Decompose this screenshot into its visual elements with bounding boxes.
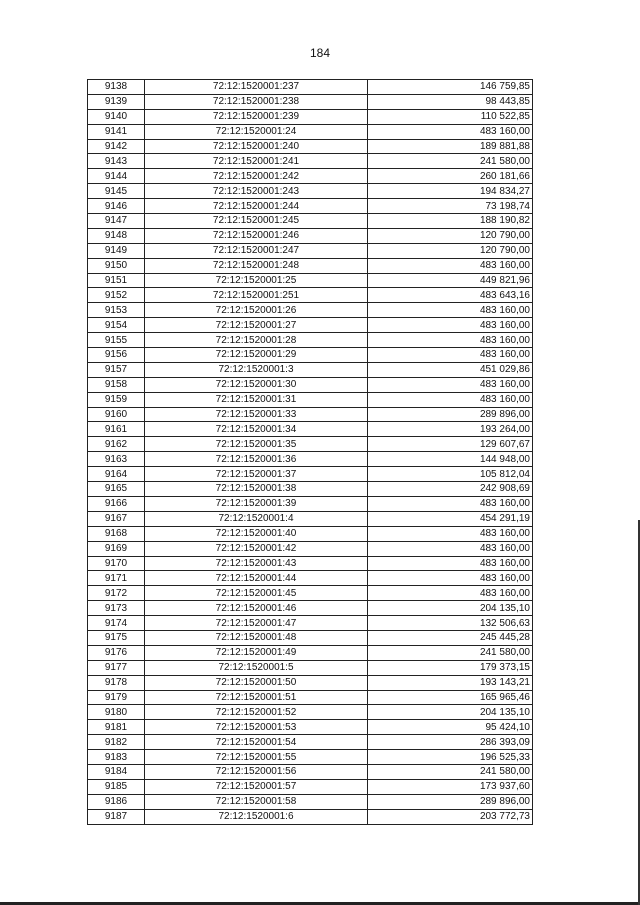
cadastral-number-cell: 72:12:1520001:248 bbox=[145, 258, 368, 273]
cadastral-number-cell: 72:12:1520001:38 bbox=[145, 482, 368, 497]
row-number-cell: 9165 bbox=[88, 482, 145, 497]
cadastral-number-cell: 72:12:1520001:28 bbox=[145, 333, 368, 348]
cadastral-number-cell: 72:12:1520001:238 bbox=[145, 94, 368, 109]
table-row bbox=[88, 124, 533, 139]
value-cell: 105 812,04 bbox=[368, 467, 533, 482]
row-number-cell: 9175 bbox=[88, 630, 145, 645]
row-number-cell: 9148 bbox=[88, 228, 145, 243]
cadastral-number-cell: 72:12:1520001:24 bbox=[145, 124, 368, 139]
table-row bbox=[88, 601, 533, 616]
row-number-cell: 9185 bbox=[88, 779, 145, 794]
table-row bbox=[88, 496, 533, 511]
row-number-cell: 9167 bbox=[88, 511, 145, 526]
row-number-cell: 9144 bbox=[88, 169, 145, 184]
row-number-cell: 9145 bbox=[88, 184, 145, 199]
table-row bbox=[88, 511, 533, 526]
value-cell: 95 424,10 bbox=[368, 720, 533, 735]
row-number-cell: 9143 bbox=[88, 154, 145, 169]
cadastral-number-cell: 72:12:1520001:44 bbox=[145, 571, 368, 586]
cadastral-number-cell: 72:12:1520001:30 bbox=[145, 377, 368, 392]
row-number-cell: 9187 bbox=[88, 809, 145, 824]
cadastral-number-cell: 72:12:1520001:39 bbox=[145, 496, 368, 511]
row-number-cell: 9151 bbox=[88, 273, 145, 288]
value-cell: 120 790,00 bbox=[368, 243, 533, 258]
value-cell: 483 160,00 bbox=[368, 556, 533, 571]
table-row bbox=[88, 571, 533, 586]
row-number-cell: 9155 bbox=[88, 333, 145, 348]
table-row bbox=[88, 630, 533, 645]
row-number-cell: 9140 bbox=[88, 109, 145, 124]
value-cell: 242 908,69 bbox=[368, 482, 533, 497]
row-number-cell: 9174 bbox=[88, 616, 145, 631]
value-cell: 173 937,60 bbox=[368, 779, 533, 794]
row-number-cell: 9154 bbox=[88, 318, 145, 333]
row-number-cell: 9158 bbox=[88, 377, 145, 392]
value-cell: 132 506,63 bbox=[368, 616, 533, 631]
row-number-cell: 9186 bbox=[88, 794, 145, 809]
table-row bbox=[88, 526, 533, 541]
table-row bbox=[88, 690, 533, 705]
table-row bbox=[88, 377, 533, 392]
table-row bbox=[88, 214, 533, 229]
value-cell: 289 896,00 bbox=[368, 407, 533, 422]
cadastral-number-cell: 72:12:1520001:244 bbox=[145, 199, 368, 214]
table-row bbox=[88, 80, 533, 95]
row-number-cell: 9181 bbox=[88, 720, 145, 735]
table-row bbox=[88, 705, 533, 720]
cadastral-number-cell: 72:12:1520001:26 bbox=[145, 303, 368, 318]
value-cell: 483 160,00 bbox=[368, 392, 533, 407]
value-cell: 204 135,10 bbox=[368, 601, 533, 616]
row-number-cell: 9177 bbox=[88, 660, 145, 675]
table-row bbox=[88, 616, 533, 631]
value-cell: 194 834,27 bbox=[368, 184, 533, 199]
value-cell: 146 759,85 bbox=[368, 80, 533, 95]
row-number-cell: 9170 bbox=[88, 556, 145, 571]
table-row bbox=[88, 422, 533, 437]
row-number-cell: 9146 bbox=[88, 199, 145, 214]
cadastral-number-cell: 72:12:1520001:27 bbox=[145, 318, 368, 333]
row-number-cell: 9147 bbox=[88, 214, 145, 229]
cadastral-number-cell: 72:12:1520001:42 bbox=[145, 541, 368, 556]
table-row bbox=[88, 735, 533, 750]
cadastral-number-cell: 72:12:1520001:5 bbox=[145, 660, 368, 675]
table-row bbox=[88, 556, 533, 571]
cadastral-number-cell: 72:12:1520001:55 bbox=[145, 750, 368, 765]
value-cell: 203 772,73 bbox=[368, 809, 533, 824]
row-number-cell: 9141 bbox=[88, 124, 145, 139]
row-number-cell: 9139 bbox=[88, 94, 145, 109]
table-row bbox=[88, 764, 533, 779]
value-cell: 245 445,28 bbox=[368, 630, 533, 645]
cadastral-number-cell: 72:12:1520001:241 bbox=[145, 154, 368, 169]
row-number-cell: 9183 bbox=[88, 750, 145, 765]
table-row bbox=[88, 169, 533, 184]
row-number-cell: 9180 bbox=[88, 705, 145, 720]
row-number-cell: 9161 bbox=[88, 422, 145, 437]
row-number-cell: 9176 bbox=[88, 645, 145, 660]
value-cell: 483 160,00 bbox=[368, 258, 533, 273]
value-cell: 241 580,00 bbox=[368, 764, 533, 779]
cadastral-number-cell: 72:12:1520001:49 bbox=[145, 645, 368, 660]
value-cell: 483 160,00 bbox=[368, 526, 533, 541]
cadastral-number-cell: 72:12:1520001:53 bbox=[145, 720, 368, 735]
value-cell: 144 948,00 bbox=[368, 452, 533, 467]
table-row bbox=[88, 139, 533, 154]
table-row bbox=[88, 243, 533, 258]
row-number-cell: 9168 bbox=[88, 526, 145, 541]
table-row bbox=[88, 154, 533, 169]
table-row bbox=[88, 750, 533, 765]
value-cell: 483 160,00 bbox=[368, 571, 533, 586]
row-number-cell: 9178 bbox=[88, 675, 145, 690]
table-row bbox=[88, 273, 533, 288]
value-cell: 189 881,88 bbox=[368, 139, 533, 154]
table-row bbox=[88, 482, 533, 497]
cadastral-number-cell: 72:12:1520001:57 bbox=[145, 779, 368, 794]
value-cell: 241 580,00 bbox=[368, 645, 533, 660]
row-number-cell: 9164 bbox=[88, 467, 145, 482]
row-number-cell: 9153 bbox=[88, 303, 145, 318]
value-cell: 179 373,15 bbox=[368, 660, 533, 675]
value-cell: 483 160,00 bbox=[368, 377, 533, 392]
row-number-cell: 9149 bbox=[88, 243, 145, 258]
cadastral-number-cell: 72:12:1520001:246 bbox=[145, 228, 368, 243]
row-number-cell: 9171 bbox=[88, 571, 145, 586]
cadastral-number-cell: 72:12:1520001:31 bbox=[145, 392, 368, 407]
cadastral-number-cell: 72:12:1520001:251 bbox=[145, 288, 368, 303]
row-number-cell: 9160 bbox=[88, 407, 145, 422]
row-number-cell: 9142 bbox=[88, 139, 145, 154]
value-cell: 165 965,46 bbox=[368, 690, 533, 705]
row-number-cell: 9173 bbox=[88, 601, 145, 616]
table-row bbox=[88, 288, 533, 303]
row-number-cell: 9179 bbox=[88, 690, 145, 705]
cadastral-number-cell: 72:12:1520001:36 bbox=[145, 452, 368, 467]
row-number-cell: 9162 bbox=[88, 437, 145, 452]
cadastral-number-cell: 72:12:1520001:35 bbox=[145, 437, 368, 452]
value-cell: 483 160,00 bbox=[368, 348, 533, 363]
row-number-cell: 9184 bbox=[88, 764, 145, 779]
table-row bbox=[88, 586, 533, 601]
row-number-cell: 9150 bbox=[88, 258, 145, 273]
table-row bbox=[88, 407, 533, 422]
table-row bbox=[88, 660, 533, 675]
table-row bbox=[88, 348, 533, 363]
value-cell: 454 291,19 bbox=[368, 511, 533, 526]
value-cell: 129 607,67 bbox=[368, 437, 533, 452]
row-number-cell: 9172 bbox=[88, 586, 145, 601]
value-cell: 289 896,00 bbox=[368, 794, 533, 809]
cadastral-number-cell: 72:12:1520001:58 bbox=[145, 794, 368, 809]
table-row bbox=[88, 437, 533, 452]
row-number-cell: 9166 bbox=[88, 496, 145, 511]
table-row bbox=[88, 809, 533, 824]
value-cell: 193 264,00 bbox=[368, 422, 533, 437]
table-row bbox=[88, 184, 533, 199]
value-cell: 241 580,00 bbox=[368, 154, 533, 169]
cadastral-number-cell: 72:12:1520001:50 bbox=[145, 675, 368, 690]
table-row bbox=[88, 675, 533, 690]
value-cell: 188 190,82 bbox=[368, 214, 533, 229]
cadastral-number-cell: 72:12:1520001:56 bbox=[145, 764, 368, 779]
cadastral-number-cell: 72:12:1520001:3 bbox=[145, 362, 368, 377]
value-cell: 98 443,85 bbox=[368, 94, 533, 109]
cadastral-number-cell: 72:12:1520001:48 bbox=[145, 630, 368, 645]
cadastral-number-cell: 72:12:1520001:239 bbox=[145, 109, 368, 124]
row-number-cell: 9138 bbox=[88, 80, 145, 95]
value-cell: 73 198,74 bbox=[368, 199, 533, 214]
value-cell: 260 181,66 bbox=[368, 169, 533, 184]
cadastral-number-cell: 72:12:1520001:54 bbox=[145, 735, 368, 750]
cadastral-number-cell: 72:12:1520001:43 bbox=[145, 556, 368, 571]
cadastral-number-cell: 72:12:1520001:247 bbox=[145, 243, 368, 258]
table-row bbox=[88, 318, 533, 333]
table-row bbox=[88, 452, 533, 467]
row-number-cell: 9152 bbox=[88, 288, 145, 303]
cadastral-number-cell: 72:12:1520001:29 bbox=[145, 348, 368, 363]
value-cell: 110 522,85 bbox=[368, 109, 533, 124]
value-cell: 483 160,00 bbox=[368, 586, 533, 601]
table-row bbox=[88, 94, 533, 109]
cadastral-number-cell: 72:12:1520001:52 bbox=[145, 705, 368, 720]
value-cell: 483 160,00 bbox=[368, 333, 533, 348]
row-number-cell: 9163 bbox=[88, 452, 145, 467]
table-row bbox=[88, 645, 533, 660]
table-row bbox=[88, 199, 533, 214]
table-row bbox=[88, 333, 533, 348]
table-row bbox=[88, 392, 533, 407]
table-row bbox=[88, 362, 533, 377]
table-row bbox=[88, 794, 533, 809]
table-row bbox=[88, 303, 533, 318]
row-number-cell: 9169 bbox=[88, 541, 145, 556]
value-cell: 483 160,00 bbox=[368, 303, 533, 318]
value-cell: 451 029,86 bbox=[368, 362, 533, 377]
value-cell: 483 160,00 bbox=[368, 541, 533, 556]
table-row bbox=[88, 779, 533, 794]
row-number-cell: 9157 bbox=[88, 362, 145, 377]
value-cell: 483 160,00 bbox=[368, 318, 533, 333]
cadastral-number-cell: 72:12:1520001:33 bbox=[145, 407, 368, 422]
value-cell: 193 143,21 bbox=[368, 675, 533, 690]
cadastral-number-cell: 72:12:1520001:34 bbox=[145, 422, 368, 437]
cadastral-number-cell: 72:12:1520001:51 bbox=[145, 690, 368, 705]
table-row bbox=[88, 541, 533, 556]
table-body bbox=[88, 80, 533, 825]
table-row bbox=[88, 109, 533, 124]
page-number: 184 bbox=[309, 46, 331, 60]
cadastral-number-cell: 72:12:1520001:245 bbox=[145, 214, 368, 229]
cadastral-number-cell: 72:12:1520001:4 bbox=[145, 511, 368, 526]
table-row bbox=[88, 228, 533, 243]
cadastral-values-table bbox=[87, 79, 533, 825]
table-row bbox=[88, 720, 533, 735]
value-cell: 286 393,09 bbox=[368, 735, 533, 750]
row-number-cell: 9182 bbox=[88, 735, 145, 750]
cadastral-number-cell: 72:12:1520001:6 bbox=[145, 809, 368, 824]
value-cell: 449 821,96 bbox=[368, 273, 533, 288]
cadastral-number-cell: 72:12:1520001:237 bbox=[145, 80, 368, 95]
cadastral-number-cell: 72:12:1520001:47 bbox=[145, 616, 368, 631]
row-number-cell: 9156 bbox=[88, 348, 145, 363]
table-row bbox=[88, 467, 533, 482]
cadastral-number-cell: 72:12:1520001:243 bbox=[145, 184, 368, 199]
row-number-cell: 9159 bbox=[88, 392, 145, 407]
cadastral-number-cell: 72:12:1520001:46 bbox=[145, 601, 368, 616]
value-cell: 196 525,33 bbox=[368, 750, 533, 765]
cadastral-number-cell: 72:12:1520001:37 bbox=[145, 467, 368, 482]
cadastral-number-cell: 72:12:1520001:242 bbox=[145, 169, 368, 184]
cadastral-number-cell: 72:12:1520001:45 bbox=[145, 586, 368, 601]
value-cell: 483 160,00 bbox=[368, 124, 533, 139]
value-cell: 204 135,10 bbox=[368, 705, 533, 720]
value-cell: 120 790,00 bbox=[368, 228, 533, 243]
value-cell: 483 160,00 bbox=[368, 496, 533, 511]
table-row bbox=[88, 258, 533, 273]
cadastral-number-cell: 72:12:1520001:25 bbox=[145, 273, 368, 288]
value-cell: 483 643,16 bbox=[368, 288, 533, 303]
cadastral-number-cell: 72:12:1520001:240 bbox=[145, 139, 368, 154]
cadastral-number-cell: 72:12:1520001:40 bbox=[145, 526, 368, 541]
